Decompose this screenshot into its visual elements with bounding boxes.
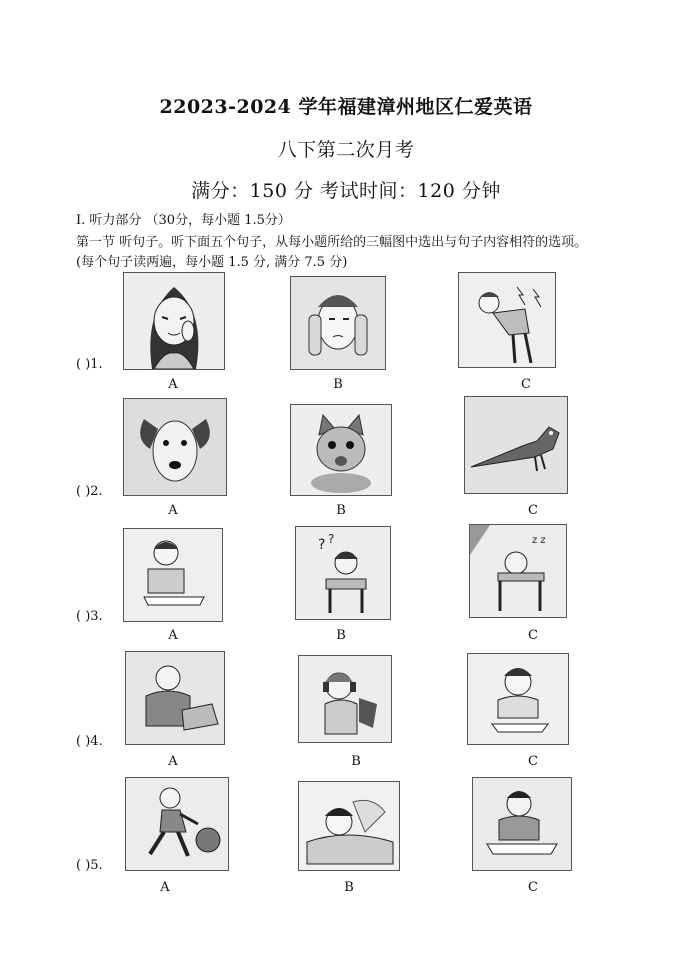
picture-toothache-girl[interactable] xyxy=(123,272,225,370)
svg-text:?: ? xyxy=(318,537,326,553)
picture-backache-woman[interactable] xyxy=(458,272,556,368)
exam-title: 22023-2024 学年福建漳州地区仁爱英语 xyxy=(159,96,533,118)
option-label: C xyxy=(528,503,538,518)
man-laptop-icon xyxy=(126,652,224,744)
score-time-line: 满分：150 分 考试时间：120 分钟 xyxy=(191,180,501,202)
section-note: (每个句子读两遍，每小题 1.5 分, 满分 7.5 分) xyxy=(76,255,348,270)
boy-reading-icon xyxy=(124,529,222,621)
option-label: B xyxy=(336,503,346,518)
option-label: A xyxy=(160,880,170,895)
option-label: A xyxy=(168,377,178,392)
parrot-icon xyxy=(465,397,567,493)
question-number[interactable]: ( )5. xyxy=(76,858,103,873)
picture-boy-reading[interactable] xyxy=(123,528,223,622)
picture-parrot[interactable] xyxy=(464,396,568,494)
section-instruction: 第一节 听句子。听下面五个句子，从每小题所给的三幅图中选出与句子内容相符的选项。 xyxy=(76,235,588,250)
child-sleeping-icon xyxy=(299,782,399,870)
option-label: A xyxy=(168,754,178,769)
picture-boy-sleeping-at-desk[interactable] xyxy=(469,524,567,618)
section-heading: I. 听力部分 （30分，每小题 1.5分） xyxy=(76,213,291,228)
question-number[interactable]: ( )2. xyxy=(76,484,103,499)
exam-subtitle: 八下第二次月考 xyxy=(277,139,415,161)
picture-dog[interactable] xyxy=(123,398,227,496)
picture-child-sleeping-in-bed[interactable] xyxy=(298,781,400,871)
picture-boy-writing[interactable] xyxy=(467,653,569,745)
boy-confused-icon xyxy=(296,527,390,619)
option-label: B xyxy=(344,880,354,895)
option-label: B xyxy=(336,628,346,643)
basketball-player-icon xyxy=(126,778,228,870)
picture-kitten[interactable] xyxy=(290,404,392,496)
option-label: A xyxy=(168,628,178,643)
question-number[interactable]: ( )4. xyxy=(76,734,103,749)
picture-man-at-laptop[interactable] xyxy=(125,651,225,745)
boy-writing-icon xyxy=(468,654,568,744)
boy-sleeping-desk-icon xyxy=(470,525,566,617)
option-label: C xyxy=(528,880,538,895)
picture-headache-woman[interactable] xyxy=(290,276,386,370)
option-label: C xyxy=(528,628,538,643)
option-label: B xyxy=(333,377,343,392)
picture-boy-playing-basketball[interactable] xyxy=(125,777,229,871)
boy-studying-icon xyxy=(473,778,571,870)
option-label: C xyxy=(528,754,538,769)
picture-girl-with-headphones[interactable] xyxy=(298,655,392,743)
woman-back-pain-icon xyxy=(459,273,555,367)
picture-boy-confused[interactable] xyxy=(295,526,391,620)
option-label: A xyxy=(168,503,178,518)
woman-holding-head-icon xyxy=(291,277,385,369)
girl-face-icon xyxy=(124,273,224,369)
kitten-icon xyxy=(291,405,391,495)
svg-text:?: ? xyxy=(328,532,335,546)
question-number[interactable]: ( )1. xyxy=(76,357,103,372)
svg-text:z z: z z xyxy=(532,535,546,546)
option-label: C xyxy=(521,377,531,392)
question-number[interactable]: ( )3. xyxy=(76,609,103,624)
picture-boy-studying[interactable] xyxy=(472,777,572,871)
girl-headphones-icon xyxy=(299,656,391,742)
dog-icon xyxy=(124,399,226,495)
option-label: B xyxy=(351,754,361,769)
